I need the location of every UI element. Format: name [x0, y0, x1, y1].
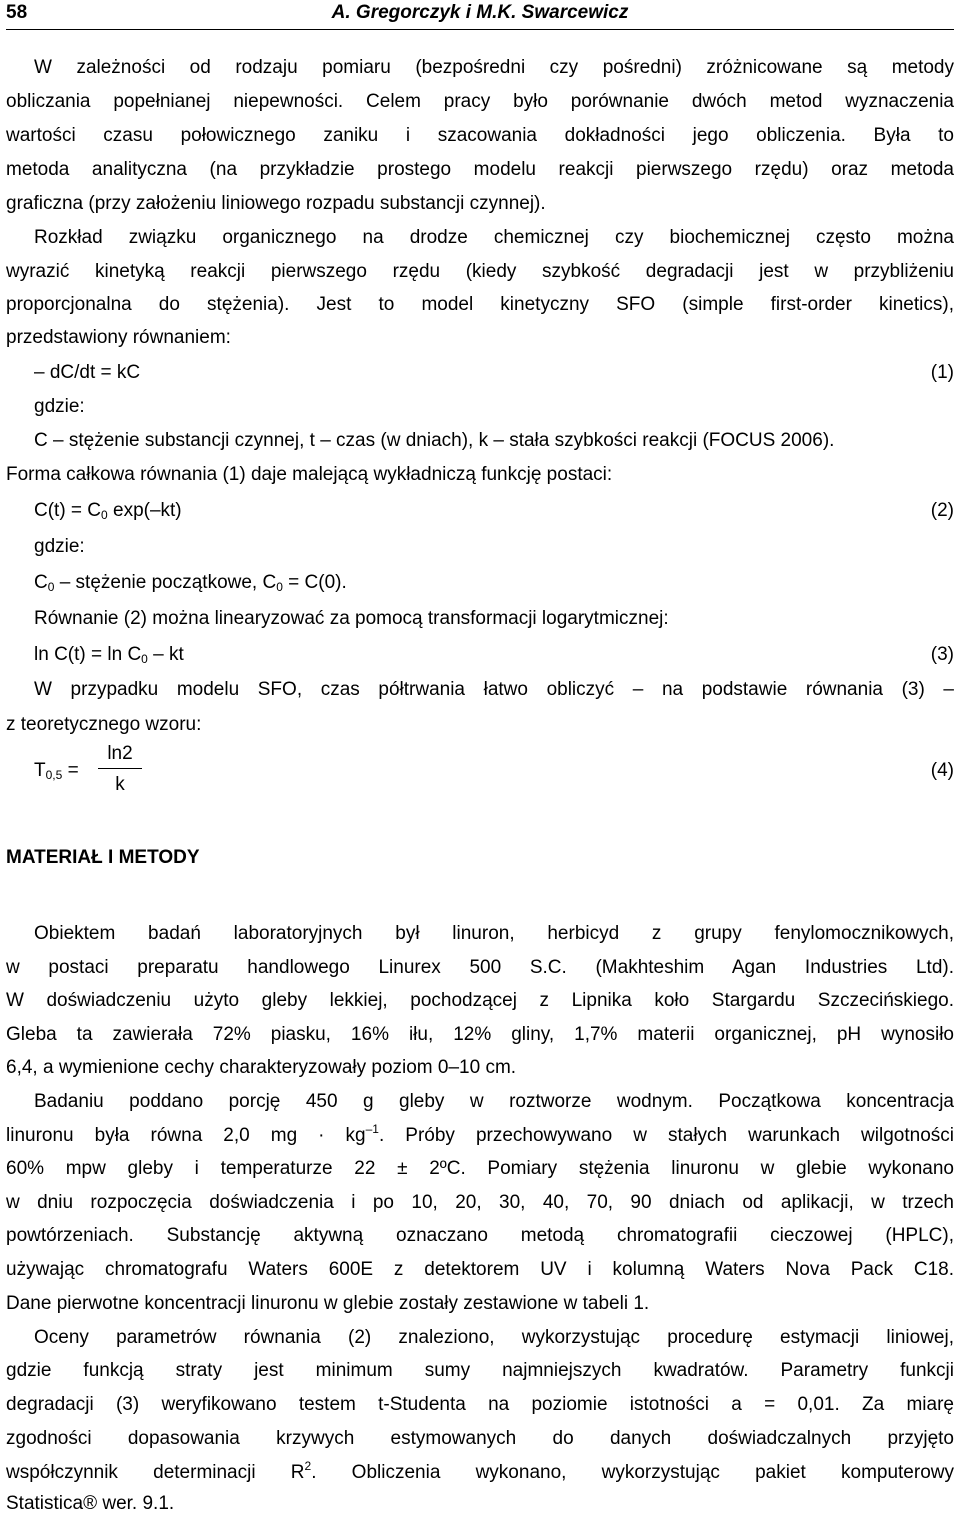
intro-line: obliczania popełnianej niepewności. Celem pracy było porównanie dwóch metod wyznaczenia — [6, 91, 954, 112]
equation-3 — [34, 640, 954, 670]
methods-line-part: linuronu była równa 2,0 mg · kg — [6, 1125, 366, 1146]
definition-c: C – stężenie substancji czynnej, t – czas (w dniach), k – stała szybkości reakcji (FOCUS 2006). — [34, 430, 835, 451]
running-head — [6, 0, 954, 26]
gdzie-label: gdzie: — [34, 536, 85, 557]
methods-line: gdzie funkcją straty jest minimum sumy najmniejszych kwadratów. Parametry funkcji — [6, 1360, 954, 1381]
equation-3-number: (3) — [930, 644, 954, 665]
equation-1 — [34, 358, 954, 388]
equation-4-number: (4) — [930, 760, 954, 781]
methods-superscript: –1 — [365, 1122, 379, 1136]
methods-line-part: . Obliczenia wykonano, wykorzystując pakiet komputerowy — [311, 1462, 954, 1483]
definition-c0-part: = C(0). — [282, 572, 347, 593]
methods-line: W doświadczeniu użyto gleby lekkiej, pochodzącej z Lipnika koło Stargardu Szczecińskiego. — [6, 990, 954, 1011]
methods-superscript: 2 — [304, 1459, 312, 1473]
definition-c0 — [34, 568, 954, 598]
equation-1-text: – dC/dt = kC — [34, 362, 141, 383]
methods-line: 6,4, a wymienione cechy charakteryzowały poziom 0–10 cm. — [6, 1057, 517, 1078]
integral-form-text: Forma całkowa równania (1) daje malejącą wykładniczą funkcję postaci: — [6, 464, 613, 485]
methods-line: 60% mpw gleby i temperaturze 22 ± 2ºC. Pomiary stężenia linuronu w glebie wykonano — [6, 1158, 954, 1179]
methods-line: używając chromatografu Waters 600E z detektorem UV i kolumną Waters Nova Pack C18. — [6, 1259, 954, 1280]
methods-line: degradacji (3) weryfikowano testem t-Studenta na poziomie istotności a = 0,01. Za miarę — [6, 1394, 954, 1415]
intro-line: wartości czasu połowicznego zaniku i szacowania dokładności jego obliczenia. Była to — [6, 125, 954, 146]
equation-4 — [34, 742, 954, 798]
methods-line: Gleba ta zawierała 72% piasku, 16% iłu, 12% gliny, 1,7% materii organicznej, pH wynosiło — [6, 1024, 954, 1045]
equation-3-text — [34, 640, 184, 670]
definition-c0-part: C — [34, 572, 48, 593]
methods-line: Obiektem badań laboratoryjnych był linuron, herbicyd z grupy fenylomocznikowych, — [34, 923, 954, 944]
methods-line-part: współczynnik determinacji R — [6, 1462, 305, 1483]
sfo-text-line: W przypadku modelu SFO, czas półtrwania łatwo obliczyć – na podstawie równania (3) – — [34, 679, 954, 700]
methods-line: Oceny parametrów równania (2) znaleziono, wykorzystując procedurę estymacji liniowej, — [34, 1327, 954, 1348]
intro-line: proporcjonalna do stężenia). Jest to model kinetyczny SFO (simple first-order kinetics), — [6, 294, 954, 315]
intro-line: metoda analityczna (na przykładzie prostego modelu reakcji pierwszego rzędu) oraz metoda — [6, 159, 954, 180]
methods-line: powtórzeniach. Substancję aktywną oznaczano metodą chromatografii cieczowej (HPLC), — [6, 1225, 954, 1246]
equation-3-part: ln C(t) = ln C — [34, 644, 142, 665]
methods-line: w postaci preparatu handlowego Linurex 500 S.C. (Makhteshim Agan Industries Ltd). — [6, 957, 954, 978]
intro-line: graficzna (przy założeniu liniowego rozpadu substancji czynnej). — [6, 193, 546, 214]
equation-3-part: – kt — [147, 644, 184, 665]
equation-2-number: (2) — [930, 500, 954, 521]
definition-c0-subscript: 0 — [47, 580, 55, 594]
equation-2-subscript: 0 — [101, 508, 108, 522]
intro-line: Rozkład związku organicznego na drodze chemicznej czy biochemicznej często można — [34, 227, 954, 248]
equation-2 — [34, 496, 954, 526]
methods-line — [6, 1458, 954, 1488]
methods-line: w dniu rozpoczęcia doświadczenia i po 10, 20, 30, 40, 70, 90 dniach od aplikacji, w trzech — [6, 1192, 954, 1213]
sfo-text-line: z teoretycznego wzoru: — [6, 714, 202, 735]
methods-line: Badaniu poddano porcję 450 g gleby w roztworze wodnym. Początkowa koncentracja — [34, 1091, 954, 1112]
equation-2-text — [34, 496, 182, 526]
intro-line: przedstawiony równaniem: — [6, 327, 231, 348]
equation-1-number: (1) — [930, 362, 954, 383]
methods-line: zgodności dopasowania krzywych estymowanych do danych doświadczalnych przyjęto — [6, 1428, 954, 1449]
equation-4-symbol: T — [34, 760, 46, 781]
equation-2-part: C(t) = C — [34, 500, 102, 521]
equation-4-lhs — [34, 756, 79, 786]
methods-line — [6, 1121, 954, 1151]
equation-4-subscript: 0,5 — [45, 768, 63, 782]
header-rule — [6, 29, 954, 30]
intro-line: W zależności od rodzaju pomiaru (bezpośredni czy pośredni) zróżnicowane są metody — [34, 57, 954, 78]
fraction-bar — [98, 768, 142, 769]
intro-line: wyrazić kinetyką reakcji pierwszego rzędu (kiedy szybkość degradacji jest w przybliżeniu — [6, 261, 954, 282]
running-title: A. Gregorczyk i M.K. Swarcewicz — [331, 2, 629, 23]
equation-3-subscript: 0 — [141, 652, 148, 666]
definition-c0-part: – stężenie początkowe, C — [54, 572, 277, 593]
equation-4-equals: = — [62, 760, 79, 781]
equation-4-denominator: k — [115, 774, 125, 795]
linearization-text: Równanie (2) można linearyzować za pomocą transformacji logarytmicznej: — [34, 608, 669, 629]
gdzie-label: gdzie: — [34, 396, 85, 417]
definition-c0-subscript: 0 — [276, 580, 283, 594]
equation-4-numerator: ln2 — [107, 743, 133, 764]
equation-2-part: exp(–kt) — [107, 500, 182, 521]
methods-line-part: . Próby przechowywano w stałych warunkach wilgotności — [378, 1125, 954, 1146]
methods-line: Dane pierwotne koncentracji linuronu w glebie zostały zestawione w tabeli 1. — [6, 1293, 650, 1314]
methods-line: Statistica® wer. 9.1. — [6, 1493, 175, 1514]
page-number: 58 — [6, 2, 28, 23]
section-heading: MATERIAŁ I METODY — [6, 847, 200, 868]
